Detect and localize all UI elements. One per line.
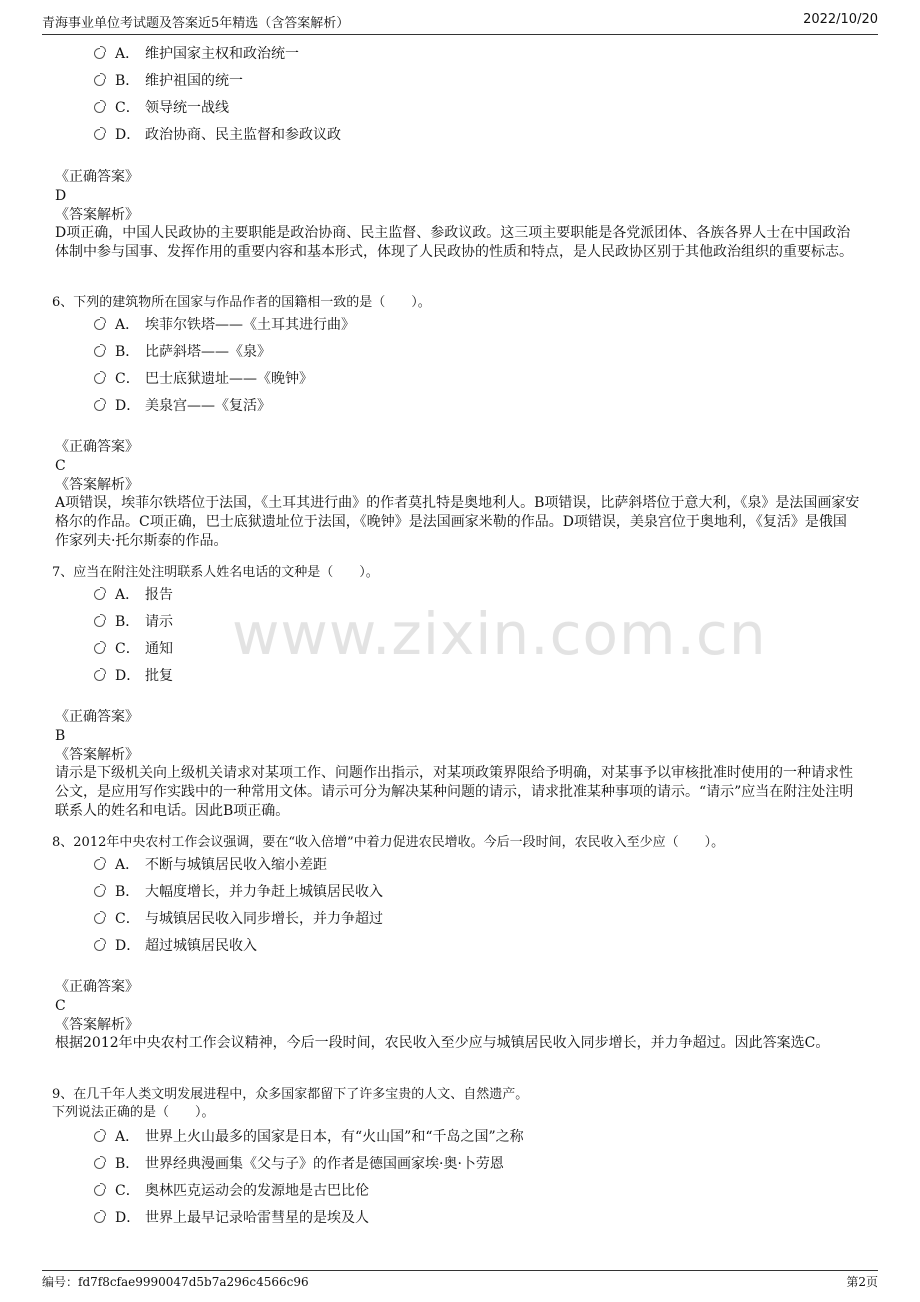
q7-option-c[interactable]: C． 通知 <box>94 638 173 660</box>
q9-option-c[interactable]: C． 奥林匹克运动会的发源地是古巴比伦 <box>94 1180 369 1202</box>
answer-heading: 《正确答案》 <box>55 709 139 725</box>
radio-icon <box>94 129 105 140</box>
radio-icon <box>94 643 105 654</box>
q8-question: 8、2012年中央农村工作会议强调，要在“收入倍增”中着力促进农民增收。今后一段时间，农民收入至少应（ ）。 <box>52 835 725 850</box>
document-date: 2022/10/20 <box>803 12 878 27</box>
q8-answer: C <box>55 998 66 1014</box>
q7-analysis: 请示是下级机关向上级机关请求对某项工作、问题作出指示，对某项政策界限给予明确，对某事予以审核批准时使用的一种请求性公文，是应用写作实践中的一种常用文体。请示可分为解决某种问题的请示，请求批准某种事项的请示。“请示”应当在附注处注明联系人的姓名和电话。因此B项正确。 <box>55 765 854 819</box>
radio-icon <box>94 48 105 59</box>
page-footer <box>42 1270 878 1293</box>
q9-question-line2: 下列说法正确的是（ ）。 <box>52 1105 215 1120</box>
radio-icon <box>94 1212 105 1223</box>
q5-option-d[interactable]: D． 政治协商、民主监督和参政议政 <box>94 124 341 146</box>
answer-heading: 《正确答案》 <box>55 169 139 185</box>
page-header <box>42 12 878 35</box>
q7-option-d[interactable]: D． 批复 <box>94 665 173 687</box>
radio-icon <box>94 913 105 924</box>
q6-option-a[interactable]: A． 埃菲尔铁塔——《土耳其进行曲》 <box>94 314 355 336</box>
q8-option-b[interactable]: B． 大幅度增长，并力争赶上城镇居民收入 <box>94 881 383 903</box>
q8-option-a[interactable]: A． 不断与城镇居民收入缩小差距 <box>94 854 327 876</box>
radio-icon <box>94 616 105 627</box>
document-title: 青海事业单位考试题及答案近5年精选（含答案解析） <box>42 16 350 31</box>
q7-option-a[interactable]: A． 报告 <box>94 584 173 606</box>
radio-icon <box>94 346 105 357</box>
q6-answer: C <box>55 458 66 474</box>
radio-icon <box>94 1185 105 1196</box>
radio-icon <box>94 886 105 897</box>
analysis-heading: 《答案解析》 <box>55 477 139 493</box>
q6-analysis: A项错误，埃菲尔铁塔位于法国，《土耳其进行曲》的作者莫扎特是奥地利人。B项错误，比萨斜塔位于意大利，《泉》是法国画家安格尔的作品。C项正确，巴士底狱遗址位于法国，《晚钟》是法国画家米勒的作品。D项错误，美泉宫位于奥地利，《复活》是俄国作家列夫·托尔斯泰的作品。 <box>55 495 860 549</box>
radio-icon <box>94 1158 105 1169</box>
q6-question: 6、下列的建筑物所在国家与作品作者的国籍相一致的是（ ）。 <box>52 295 431 310</box>
radio-icon <box>94 75 105 86</box>
q5-option-c[interactable]: C． 领导统一战线 <box>94 97 229 119</box>
radio-icon <box>94 1131 105 1142</box>
watermark: www.zixin.com.cn <box>232 600 767 668</box>
analysis-heading: 《答案解析》 <box>55 747 139 763</box>
radio-icon <box>94 400 105 411</box>
q9-question-line1: 9、在几千年人类文明发展进程中，众多国家都留下了许多宝贵的人文、自然遗产。 <box>52 1087 529 1102</box>
document-code: 编号：fd7f8cfae9990047d5b7a296c4566c96 <box>42 1275 309 1289</box>
radio-icon <box>94 373 105 384</box>
radio-icon <box>94 670 105 681</box>
q7-answer: B <box>55 728 66 744</box>
analysis-heading: 《答案解析》 <box>55 1017 139 1033</box>
radio-icon <box>94 319 105 330</box>
analysis-heading: 《答案解析》 <box>55 207 139 223</box>
page-number: 第2页 <box>846 1275 878 1289</box>
q5-option-b[interactable]: B． 维护祖国的统一 <box>94 70 243 92</box>
q9-option-d[interactable]: D． 世界上最早记录哈雷彗星的是埃及人 <box>94 1207 369 1229</box>
q6-option-d[interactable]: D． 美泉宫——《复活》 <box>94 395 271 417</box>
q9-option-b[interactable]: B． 世界经典漫画集《父与子》的作者是德国画家埃·奥·卜劳恩 <box>94 1153 504 1175</box>
radio-icon <box>94 940 105 951</box>
q8-option-c[interactable]: C． 与城镇居民收入同步增长，并力争超过 <box>94 908 383 930</box>
q5-answer: D <box>55 188 67 204</box>
radio-icon <box>94 859 105 870</box>
q5-analysis: D项正确，中国人民政协的主要职能是政治协商、民主监督、参政议政。这三项主要职能是各党派团体、各族各界人士在中国政治体制中参与国事、发挥作用的重要内容和基本形式，体现了人民政协的性质和特点，是人民政协区别于其他政治组织的重要标志。 <box>55 225 853 260</box>
radio-icon <box>94 589 105 600</box>
radio-icon <box>94 102 105 113</box>
q5-option-a[interactable]: A． 维护国家主权和政治统一 <box>94 43 299 65</box>
q7-option-b[interactable]: B． 请示 <box>94 611 173 633</box>
q9-option-a[interactable]: A． 世界上火山最多的国家是日本，有“火山国”和“千岛之国”之称 <box>94 1126 524 1148</box>
q8-option-d[interactable]: D． 超过城镇居民收入 <box>94 935 257 957</box>
q8-analysis: 根据2012年中央农村工作会议精神，今后一段时间，农民收入至少应与城镇居民收入同步增长，并力争超过。因此答案选C。 <box>55 1035 830 1051</box>
q6-option-b[interactable]: B． 比萨斜塔——《泉》 <box>94 341 271 363</box>
q7-question: 7、应当在附注处注明联系人姓名电话的文种是（ ）。 <box>52 565 379 580</box>
answer-heading: 《正确答案》 <box>55 439 139 455</box>
q6-option-c[interactable]: C． 巴士底狱遗址——《晚钟》 <box>94 368 313 390</box>
answer-heading: 《正确答案》 <box>55 979 139 995</box>
